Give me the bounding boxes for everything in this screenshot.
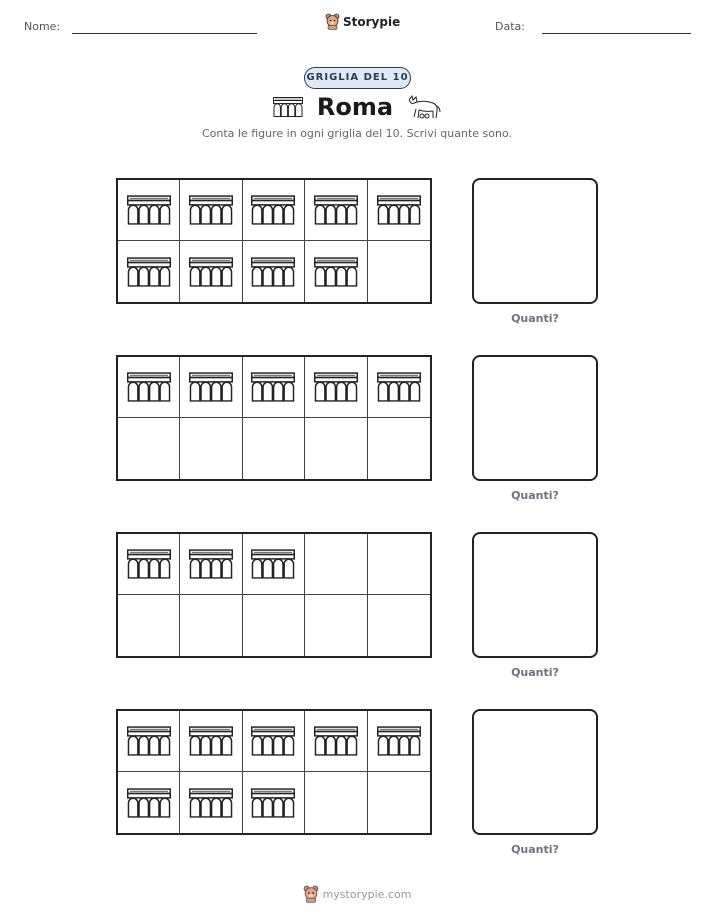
name-line[interactable]: [72, 33, 257, 34]
aqueduct-icon: [251, 786, 295, 820]
aqueduct-icon: [314, 370, 358, 404]
aqueduct-icon: [127, 547, 171, 581]
answer-box[interactable]: [472, 709, 598, 835]
aqueduct-icon: [273, 97, 303, 117]
answer-label: Quanti?: [511, 312, 559, 325]
aqueduct-icon: [127, 724, 171, 758]
aqueduct-icon: [314, 724, 358, 758]
grid-cell-filled: [118, 772, 180, 833]
grid-cell-filled: [243, 711, 305, 772]
title-row: [0, 92, 714, 122]
grid-cell-empty: [368, 595, 430, 656]
date-line[interactable]: [542, 33, 691, 34]
grid-cell-filled: [180, 357, 242, 418]
grid-cell-filled: [368, 180, 430, 241]
grid-cell-filled: [118, 180, 180, 241]
aqueduct-icon: [314, 193, 358, 227]
grid-cell-filled: [243, 180, 305, 241]
grid-cell-filled: [180, 534, 242, 595]
aqueduct-icon: [189, 786, 233, 820]
footer-site[interactable]: mystorypie.com: [322, 887, 412, 901]
grid-cell-empty: [305, 418, 367, 479]
grid-cell-filled: [118, 711, 180, 772]
grid-cell-empty: [368, 534, 430, 595]
name-label: Nome:: [24, 20, 61, 33]
answer-label: Quanti?: [511, 666, 559, 679]
grid-cell-filled: [180, 180, 242, 241]
worksheet-badge: GRIGLIA DEL 10: [304, 67, 411, 89]
she-wolf-icon: [407, 94, 441, 120]
footer: [0, 885, 714, 903]
storypie-bear-icon: [325, 13, 340, 30]
brand-name: Storypie: [343, 14, 401, 29]
aqueduct-icon: [127, 193, 171, 227]
aqueduct-icon: [377, 370, 421, 404]
grid-cell-empty: [305, 595, 367, 656]
aqueduct-icon: [189, 547, 233, 581]
aqueduct-icon: [127, 370, 171, 404]
grid-cell-filled: [368, 711, 430, 772]
ten-frame-grid: [116, 709, 432, 835]
grid-cell-empty: [243, 418, 305, 479]
aqueduct-icon: [251, 255, 295, 289]
grid-cell-empty: [305, 772, 367, 833]
aqueduct-icon: [189, 255, 233, 289]
aqueduct-icon: [314, 255, 358, 289]
ten-frame-grid: [116, 532, 432, 658]
grid-cell-filled: [305, 180, 367, 241]
grid-cell-filled: [118, 241, 180, 302]
grid-cell-empty: [180, 595, 242, 656]
grid-cell-empty: [368, 418, 430, 479]
aqueduct-icon: [377, 724, 421, 758]
ten-frame-grid: [116, 355, 432, 481]
grid-cell-filled: [180, 772, 242, 833]
answer-box[interactable]: [472, 532, 598, 658]
ten-frame-grid: [116, 178, 432, 304]
aqueduct-icon: [127, 786, 171, 820]
grid-cell-empty: [118, 595, 180, 656]
answer-box[interactable]: [472, 178, 598, 304]
answer-box[interactable]: [472, 355, 598, 481]
aqueduct-icon: [251, 547, 295, 581]
aqueduct-icon: [127, 255, 171, 289]
grid-cell-empty: [180, 418, 242, 479]
storypie-bear-icon: [303, 885, 319, 903]
grid-cell-filled: [243, 534, 305, 595]
grid-cell-empty: [305, 534, 367, 595]
grid-cell-filled: [305, 241, 367, 302]
aqueduct-icon: [251, 724, 295, 758]
grid-cell-filled: [118, 357, 180, 418]
grid-cell-filled: [243, 357, 305, 418]
brand-logo: [325, 13, 400, 30]
grid-cell-filled: [243, 772, 305, 833]
aqueduct-icon: [189, 724, 233, 758]
grid-cell-filled: [243, 241, 305, 302]
grid-cell-filled: [118, 534, 180, 595]
instructions: Conta le figure in ogni griglia del 10. Scrivi quante sono.: [201, 127, 512, 140]
aqueduct-icon: [189, 370, 233, 404]
aqueduct-icon: [251, 370, 295, 404]
answer-label: Quanti?: [511, 489, 559, 502]
grid-cell-filled: [368, 357, 430, 418]
answer-label: Quanti?: [511, 843, 559, 856]
grid-cell-filled: [180, 241, 242, 302]
page-title: Roma: [316, 93, 394, 121]
date-label: Data:: [495, 20, 525, 33]
grid-cell-filled: [305, 357, 367, 418]
grid-cell-filled: [180, 711, 242, 772]
aqueduct-icon: [377, 193, 421, 227]
grid-cell-empty: [118, 418, 180, 479]
grid-cell-empty: [368, 772, 430, 833]
grid-cell-empty: [368, 241, 430, 302]
aqueduct-icon: [251, 193, 295, 227]
aqueduct-icon: [189, 193, 233, 227]
grid-cell-empty: [243, 595, 305, 656]
grid-cell-filled: [305, 711, 367, 772]
